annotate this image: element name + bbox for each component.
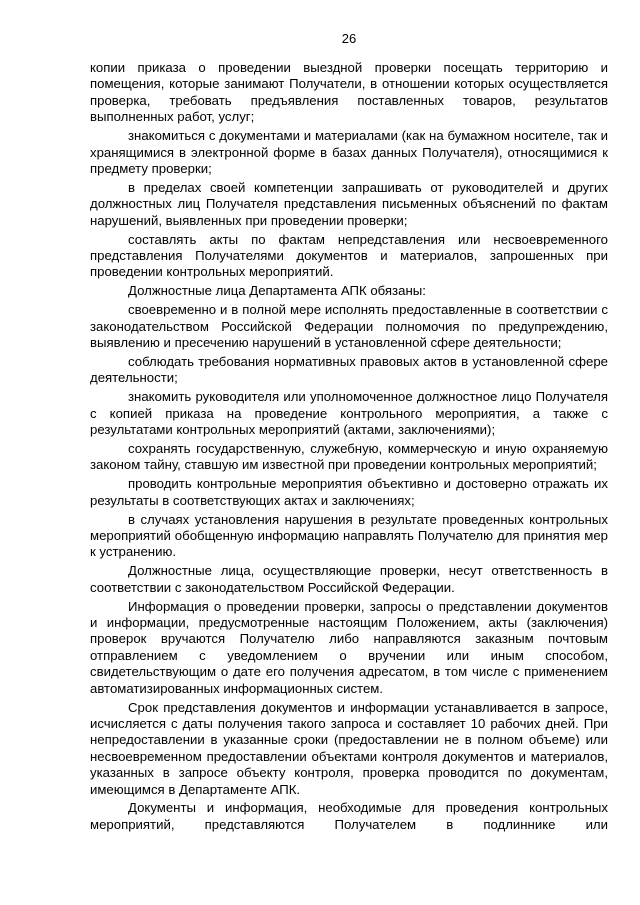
paragraph-15: Документы и информация, необходимые для проведения контрольных мероприятий, представляются Получателем в подлиннике или [90,800,608,832]
paragraph-11: в случаях установления нарушения в результате проведенных контрольных мероприятий обобщенную информацию направлять Получателю для принятия мер к устранению. [90,511,608,560]
paragraph-2: знакомиться с документами и материалами (как на бумажном носителе, так и хранящимися в электронной форме в базах данных Получателя), относящимися к предмету проверки; [90,128,608,176]
paragraph-9: сохранять государственную, служебную, коммерческую и иную охраняемую законом тайну, ставшую им известной при проведении контрольных мероприятий; [90,440,608,473]
paragraph-12: Должностные лица, осуществляющие проверки, несут ответственность в соответствии с законодательством Российской Федерации. [90,563,608,595]
paragraph-3: в пределах своей компетенции запрашивать от руководителей и других должностных лиц Получателя представления письменных объяснений по фактам нарушений, выявленных при проведении проверки; [90,179,608,228]
paragraph-14: Срок представления документов и информации устанавливается в запросе, исчисляется с даты получения такого запроса и составляет 10 рабочих дней. При непредоставлении в указанные сроки (предоставлении не в полном объеме) или несвоевременном предоставлении объектами контроля документов и материалов, указанных в запросе объекту контроля, проверка проводится по документам, имеющимся в Департаменте АПК. [90,699,608,797]
paragraph-7: соблюдать требования нормативных правовых актов в установленной сфере деятельности; [90,353,608,386]
paragraph-6: своевременно и в полной мере исполнять предоставленные в соответствии с законодательством Российской Федерации полномочия по предупреждению, выявлению и пресечению нарушений в установленной сфере деятельности; [90,302,608,350]
paragraph-10: проводить контрольные мероприятия объективно и достоверно отражать их результаты в соответствующих актах и заключениях; [90,476,608,508]
document-page [90,0,608,905]
paragraph-5: Должностные лица Департамента АПК обязаны: [128,283,426,299]
paragraph-1: копии приказа о проведении выездной проверки посещать территорию и помещения, которые занимают Получатели, в отношении которых осуществляется проверка, требовать предъявления поставленных товаров, результатов выполненных работ, услуг; [90,60,608,125]
paragraph-4: составлять акты по фактам непредставления или несвоевременного представления Получателями документов и материалов, запрошенных при проведении контрольных мероприятий. [90,231,608,280]
paragraph-8: знакомить руководителя или уполномоченное должностное лицо Получателя с копией приказа на проведение контрольного мероприятия, а также с результатами контрольных мероприятий (актами, заключениями); [90,389,608,438]
paragraph-13: Информация о проведении проверки, запросы о представлении документов и информации, предусмотренные настоящим Положением, акты (заключения) проверок вручаются Получателю либо направляются заказным почтовым отправлением с уведомлением о вручении или иным способом, свидетельствующим о дате его получения адресатом, в том числе с применением автоматизированных информационных систем. [90,598,608,696]
document-body [90,60,608,836]
page-number: 26 [341,31,357,46]
